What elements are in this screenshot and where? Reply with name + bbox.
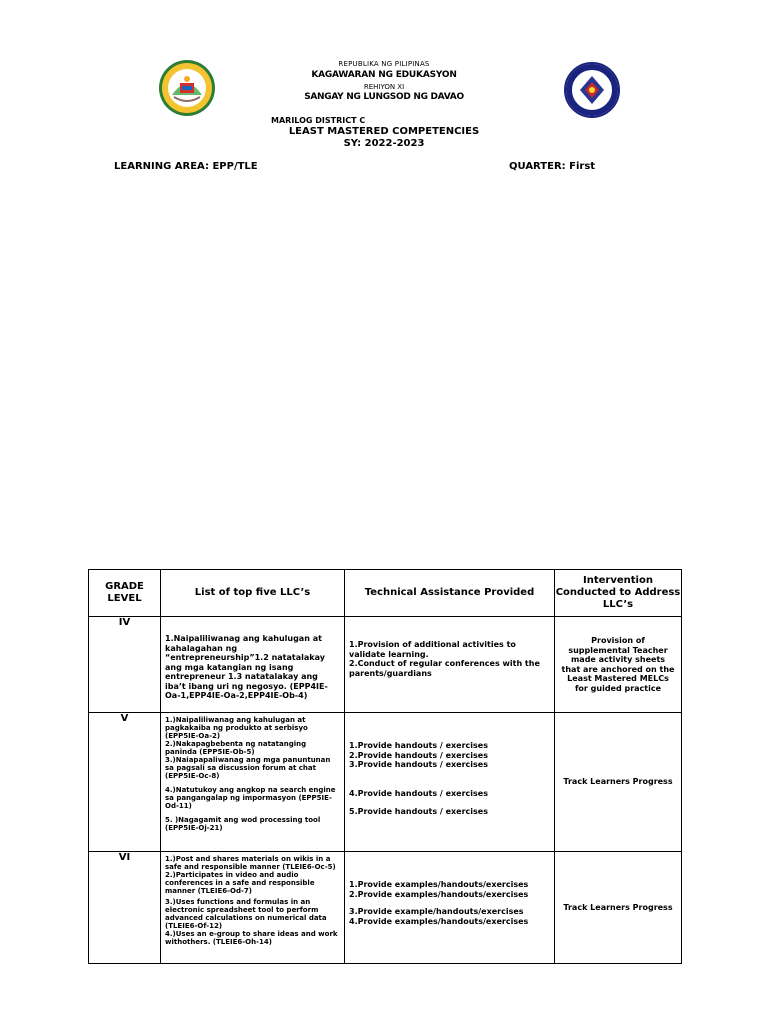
assistance-item: 4.Provide examples/handouts/exercises bbox=[349, 916, 529, 926]
header-republika: REPUBLIKA NG PILIPINAS bbox=[338, 60, 430, 68]
header-intervention: Intervention Conducted to Address LLC’s bbox=[555, 570, 682, 617]
intervention-cell: Track Learners Progress bbox=[555, 713, 682, 852]
llc-item: 1.)Naipaliliwanag ang kahulugan at pagkakaiba ng produkto at serbisyo (EPP5IE-Oa-2) bbox=[165, 716, 308, 740]
assistance-item: 1.Provide examples/handouts/exercises bbox=[349, 880, 529, 889]
intervention-cell: Track Learners Progress bbox=[555, 852, 682, 964]
llc-cell bbox=[161, 713, 345, 852]
assistance-cell bbox=[345, 713, 555, 852]
assistance-cell bbox=[345, 617, 555, 713]
header-rehiyon: REHIYON XI bbox=[363, 83, 405, 91]
header-technical-assistance: Technical Assistance Provided bbox=[345, 570, 555, 617]
llc-cell bbox=[161, 852, 345, 964]
assistance-cell bbox=[345, 852, 555, 964]
llc-item: 1.)Post and shares materials on wikis in a safe and responsible manner (TLEIE6-Oc-5) bbox=[165, 855, 336, 871]
assistance-item: 3.Provide example/handouts/exercises bbox=[349, 907, 524, 916]
header-grade-level: GRADE LEVEL bbox=[89, 570, 161, 617]
table-row bbox=[89, 617, 682, 713]
assistance-item: 2.Conduct of regular conferences with the parents/guardians bbox=[349, 659, 540, 678]
table-row bbox=[89, 713, 682, 852]
llc-cell bbox=[161, 617, 345, 713]
grade-cell: VI bbox=[89, 852, 161, 964]
grade-cell: V bbox=[89, 713, 161, 852]
assistance-item: 5.Provide handouts / exercises bbox=[349, 807, 488, 816]
header-sangay: SANGAY NG LUNGSOD NG DAVAO bbox=[304, 92, 464, 102]
assistance-item: 2.Provide examples/handouts/exercises bbox=[349, 889, 529, 899]
assistance-item: 3.Provide handouts / exercises bbox=[349, 760, 488, 769]
llc-item: 5. )Nagagamit ang wod processing tool (EPP5IE-Oj-21) bbox=[165, 816, 321, 832]
table-row bbox=[89, 852, 682, 964]
intervention-cell: Provision of supplemental Teacher made activity sheets that are anchored on the Least Mastered MELCs for guided practice bbox=[555, 617, 682, 713]
llc-item: 2.)Participates in video and audio conferences in a safe and responsible manner (TLEIE6-Od-7) bbox=[165, 871, 315, 895]
llc-item: 4.)Uses an e-group to share ideas and work withothers. (TLEIE6-Oh-14) bbox=[165, 930, 338, 946]
assistance-item: 2.Provide handouts / exercises bbox=[349, 750, 488, 760]
llc-item: 3.)Naiapapaliwanag ang mga panuntunan sa pagsali sa discussion forum at chat (EPP5IE-Oc-8) bbox=[165, 756, 331, 780]
llc-item: 2.)Nakapagbebenta ng natatanging paninda (EPP5IE-Ob-5) bbox=[165, 740, 307, 756]
llc-item: 3.)Uses functions and formulas in an electronic spreadsheet tool to perform advanced calculations on numerical data (TLEIE6-Of-12) bbox=[165, 898, 327, 930]
learning-area: LEARNING AREA: EPP/TLE bbox=[114, 161, 258, 172]
assistance-item: 1.Provision of additional activities to validate learning. bbox=[349, 640, 516, 659]
school-year: SY: 2022-2023 bbox=[343, 138, 425, 149]
llc-item: 1.Naipaliliwanag ang kahulugan at kahalagahan ng “entrepreneurship”1.2 natatalakay ang mga katangian ng isang entrepreneur 1.3 natatalakay ang iba’t ibang uri ng negosyo. (EPP4IE-Oa-1,EPP4IE-Oa-2,EPP4IE-Ob-4) bbox=[165, 634, 328, 700]
llc-item: 4.)Natutukoy ang angkop na search engine sa pangangalap ng impormasyon (EPP5IE-Od-11) bbox=[165, 786, 336, 810]
grade-cell: IV bbox=[89, 617, 161, 713]
assistance-item: 1.Provide handouts / exercises bbox=[349, 741, 488, 750]
llc-table bbox=[88, 569, 682, 964]
header-kagawaran: KAGAWARAN NG EDUKASYON bbox=[311, 70, 457, 80]
table-header-row bbox=[89, 570, 682, 617]
header-llc-list: List of top five LLC’s bbox=[161, 570, 345, 617]
district-label: MARILOG DISTRICT C bbox=[271, 116, 366, 125]
document-title: LEAST MASTERED COMPETENCIES bbox=[288, 126, 480, 137]
quarter: QUARTER: First bbox=[509, 161, 596, 172]
assistance-item: 4.Provide handouts / exercises bbox=[349, 788, 488, 798]
